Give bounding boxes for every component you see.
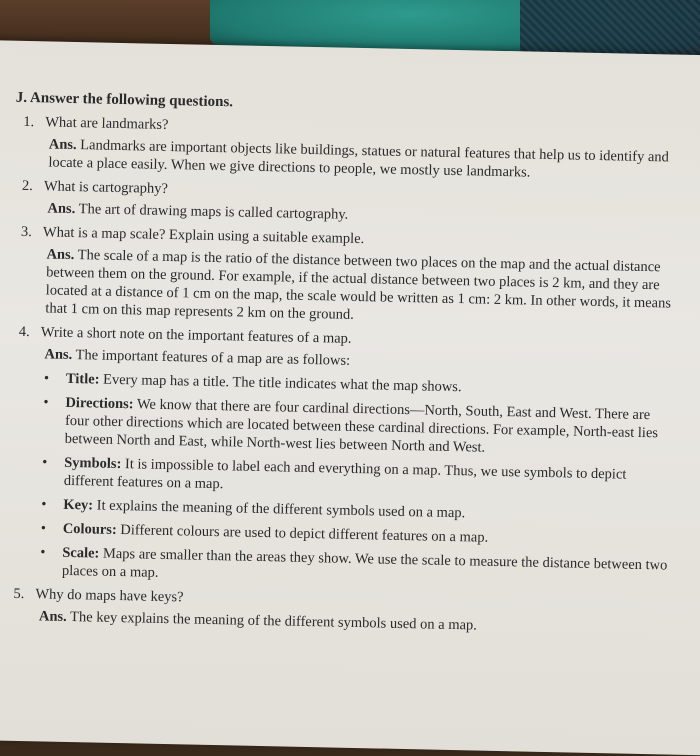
answer-text: Landmarks are important objects like buildings, statues or natural features that help us to identify and locate a place easily. When we give directions to people, we mostly use landmarks. xyxy=(48,137,669,181)
feature-title: Title: xyxy=(65,370,100,388)
bullet: • xyxy=(41,496,47,513)
feature-text: Maps are smaller than the areas they show. We use the scale to measure the distance between two places on a map. xyxy=(61,545,668,581)
question-number: 3. xyxy=(20,223,33,241)
list-item xyxy=(40,543,675,592)
answer-1 xyxy=(48,135,683,184)
answer-label: Ans. xyxy=(38,608,67,625)
bullet: • xyxy=(40,544,46,561)
feature-title: Key: xyxy=(63,496,94,514)
answer-3 xyxy=(45,245,680,330)
question-text: What are landmarks? xyxy=(45,114,169,133)
page-content xyxy=(13,89,684,643)
heading-text: Answer the following questions. xyxy=(29,90,234,111)
question-text: Why do maps have keys? xyxy=(35,586,184,606)
bullet: • xyxy=(40,520,47,537)
textbook-page xyxy=(0,40,700,756)
list-item xyxy=(42,453,677,502)
feature-text: It is impossible to label each and everything on a map. Thus, we use symbols to depict different features on a map. xyxy=(63,456,627,493)
answer-label: Ans. xyxy=(44,346,73,363)
answer-text: The scale of a map is the ratio of the distance between two places on the map and the actual distance between them on the ground. For example, if the actual distance between two places is 2 km, and they are located at a distance of 1 cm on the map, the scale would be written as 1 cm: 2 km. In other words, it means that 1 cm on this map represents 2 km on the ground. xyxy=(45,247,672,323)
bullet: • xyxy=(42,454,48,471)
feature-title: Directions: xyxy=(65,394,134,413)
heading-number: J. xyxy=(15,89,28,106)
features-list xyxy=(40,369,678,592)
question-number: 4. xyxy=(18,323,30,341)
question-number: 2. xyxy=(21,177,33,195)
feature-title: Symbols: xyxy=(63,454,122,473)
bullet: • xyxy=(43,370,50,387)
question-number: 5. xyxy=(13,585,25,603)
feature-title: Colours: xyxy=(62,520,117,538)
feature-text: It explains the meaning of the different symbols used on a map. xyxy=(96,497,466,522)
feature-text: We know that there are four cardinal directions—North, South, East and West. There are four other directions which are located between these cardinal directions. For example, North-east lies between North and East, while North-west lies between North and West. xyxy=(64,396,659,456)
answer-label: Ans. xyxy=(46,246,75,264)
answer-text: The key explains the meaning of the different symbols used on a map. xyxy=(69,609,478,634)
question-text: What is a map scale? Explain using a suitable example. xyxy=(42,224,365,248)
answer-text: The art of drawing maps is called cartography. xyxy=(78,201,349,223)
feature-text: Every map has a title. The title indicates what the map shows. xyxy=(102,371,462,396)
feature-text: Different colours are used to depict different features on a map. xyxy=(120,522,489,546)
bullet: • xyxy=(43,394,49,411)
answer-text: The important features of a map are as follows: xyxy=(75,347,351,369)
feature-title: Scale: xyxy=(62,544,100,562)
list-item xyxy=(42,393,677,460)
question-text: What is cartography? xyxy=(43,178,169,197)
answer-label: Ans. xyxy=(47,200,76,218)
question-number: 1. xyxy=(23,113,35,131)
question-text: Write a short note on the important features of a map. xyxy=(40,324,352,347)
answer-label: Ans. xyxy=(48,136,77,154)
